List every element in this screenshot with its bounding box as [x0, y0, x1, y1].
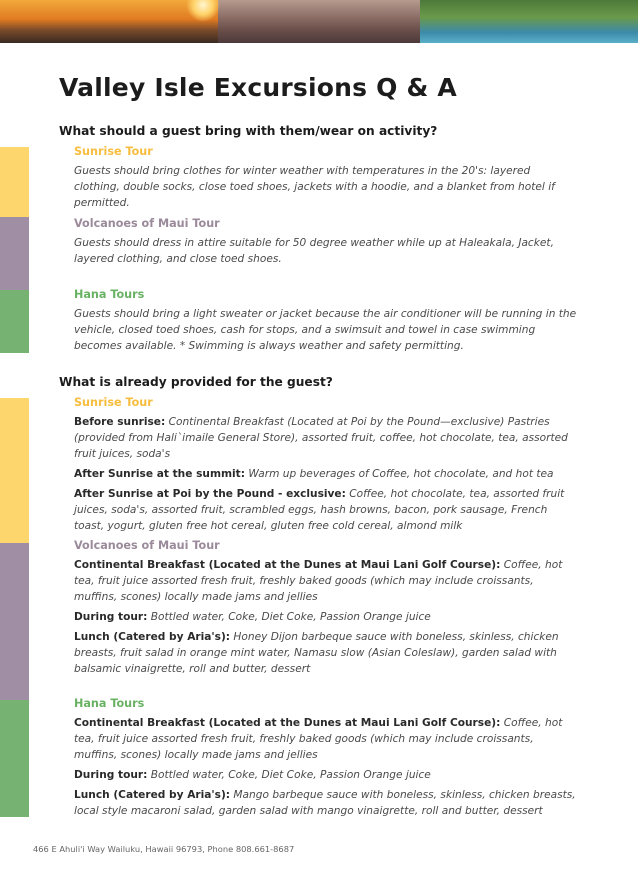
section-title: Hana Tours — [74, 288, 145, 301]
question-provided: What is already provided for the guest? — [59, 375, 333, 389]
section-text: Guests should bring clothes for winter weather with temperatures in the 20's: layered clothing, double socks, close toed shoes, jackets with a hoodie, and a blanket from hotel if permitted. — [74, 165, 555, 209]
item-label: After Sunrise at Poi by the Pound - exclusive: — [74, 488, 346, 500]
page-title: Valley Isle Excursions Q & A — [59, 73, 457, 102]
item-label: Lunch (Catered by Aria's): — [74, 631, 231, 643]
item-text: Coffee, hot tea, fruit juice assorted fresh fruit, freshly baked goods (which may include croissants, muffins, scones) locally made jams and jellies — [74, 717, 563, 761]
provided-sunrise-section — [74, 396, 579, 538]
hana-side-bar — [0, 290, 29, 353]
item-label: After Sunrise at the summit: — [74, 468, 245, 480]
sunrise-side-bar — [0, 147, 29, 217]
section-text: Guests should dress in attire suitable for 50 degree weather while up at Haleakala, Jacket, layered clothing, and close toed shoes. — [74, 237, 554, 265]
section-title: Sunrise Tour — [74, 396, 153, 409]
item-label: Continental Breakfast (Located at the Dunes at Maui Lani Golf Course): — [74, 717, 501, 729]
provided-hana-section — [74, 697, 579, 823]
section-title: Hana Tours — [74, 697, 145, 710]
item-label: During tour: — [74, 769, 148, 781]
hana-coast-photo — [420, 0, 638, 43]
provided-item — [74, 557, 579, 605]
provided-item — [74, 609, 579, 625]
item-text: Bottled water, Coke, Diet Coke, Passion Orange juice — [147, 769, 431, 781]
item-text: Coffee, hot chocolate, tea, assorted fruit juices, soda's, assorted fruit, scrambled eggs, hash browns, bacon, pork sausage, French toast, yogurt, gluten free hot cereal, gluten free cold cereal, almond milk — [74, 488, 565, 532]
volcano-photo — [218, 0, 420, 43]
volcano-side-bar — [0, 217, 29, 290]
item-label: Continental Breakfast (Located at the Dunes at Maui Lani Golf Course): — [74, 559, 501, 571]
question-bring: What should a guest bring with them/wear on activity? — [59, 124, 438, 138]
section-title: Sunrise Tour — [74, 145, 153, 158]
provided-item — [74, 715, 579, 763]
provided-volcano-section — [74, 539, 579, 681]
sunrise-photo — [0, 0, 218, 43]
hana-side-bar — [0, 700, 29, 817]
bring-hana-section — [74, 288, 579, 358]
provided-item — [74, 629, 579, 677]
item-label: Lunch (Catered by Aria's): — [74, 789, 231, 801]
item-text: Bottled water, Coke, Diet Coke, Passion Orange juice — [147, 611, 431, 623]
section-title: Volcanoes of Maui Tour — [74, 217, 220, 230]
provided-item — [74, 767, 579, 783]
footer-address: 466 E Ahuli'i Way Wailuku, Hawaii 96793, Phone 808.661-8687 — [33, 844, 295, 854]
item-text: Honey Dijon barbeque sauce with boneless, skinless, chicken breasts, fruit salad in orange mint water, Namasu slow (Asian Coleslaw), garden salad with balsamic vinaigrette, roll and butter, dessert — [74, 631, 559, 675]
item-text: Mango barbeque sauce with boneless, skinless, chicken breasts, local style macaroni salad, garden salad with mango vinaigrette, roll and butter, dessert — [74, 789, 576, 817]
item-text: Continental Breakfast (Located at Poi by the Pound—exclusive) Pastries (provided from Hali`imaile General Store), assorted fruit, coffee, hot chocolate, tea, assorted fruit juices, soda's — [74, 416, 568, 460]
provided-item — [74, 486, 579, 534]
provided-item — [74, 466, 579, 482]
provided-item — [74, 414, 579, 462]
section-text: Guests should bring a light sweater or jacket because the air conditioner will be running in the vehicle, closed toed shoes, cash for stops, and a swimsuit and towel in case swimming becomes available. * Swimming is always weather and safety permitting. — [74, 308, 577, 352]
item-text: Coffee, hot tea, fruit juice assorted fresh fruit, freshly baked goods (which may include croissants, muffins, scones) locally made jams and jellies — [74, 559, 563, 603]
volcano-side-bar — [0, 543, 29, 700]
item-label: Before sunrise: — [74, 416, 166, 428]
sunrise-side-bar — [0, 398, 29, 543]
item-text: Warm up beverages of Coffee, hot chocolate, and hot tea — [244, 468, 554, 480]
header-banner — [0, 0, 638, 43]
section-title: Volcanoes of Maui Tour — [74, 539, 220, 552]
item-label: During tour: — [74, 611, 148, 623]
provided-item — [74, 787, 579, 819]
bring-sunrise-section — [74, 145, 579, 215]
bring-volcano-section — [74, 217, 579, 271]
